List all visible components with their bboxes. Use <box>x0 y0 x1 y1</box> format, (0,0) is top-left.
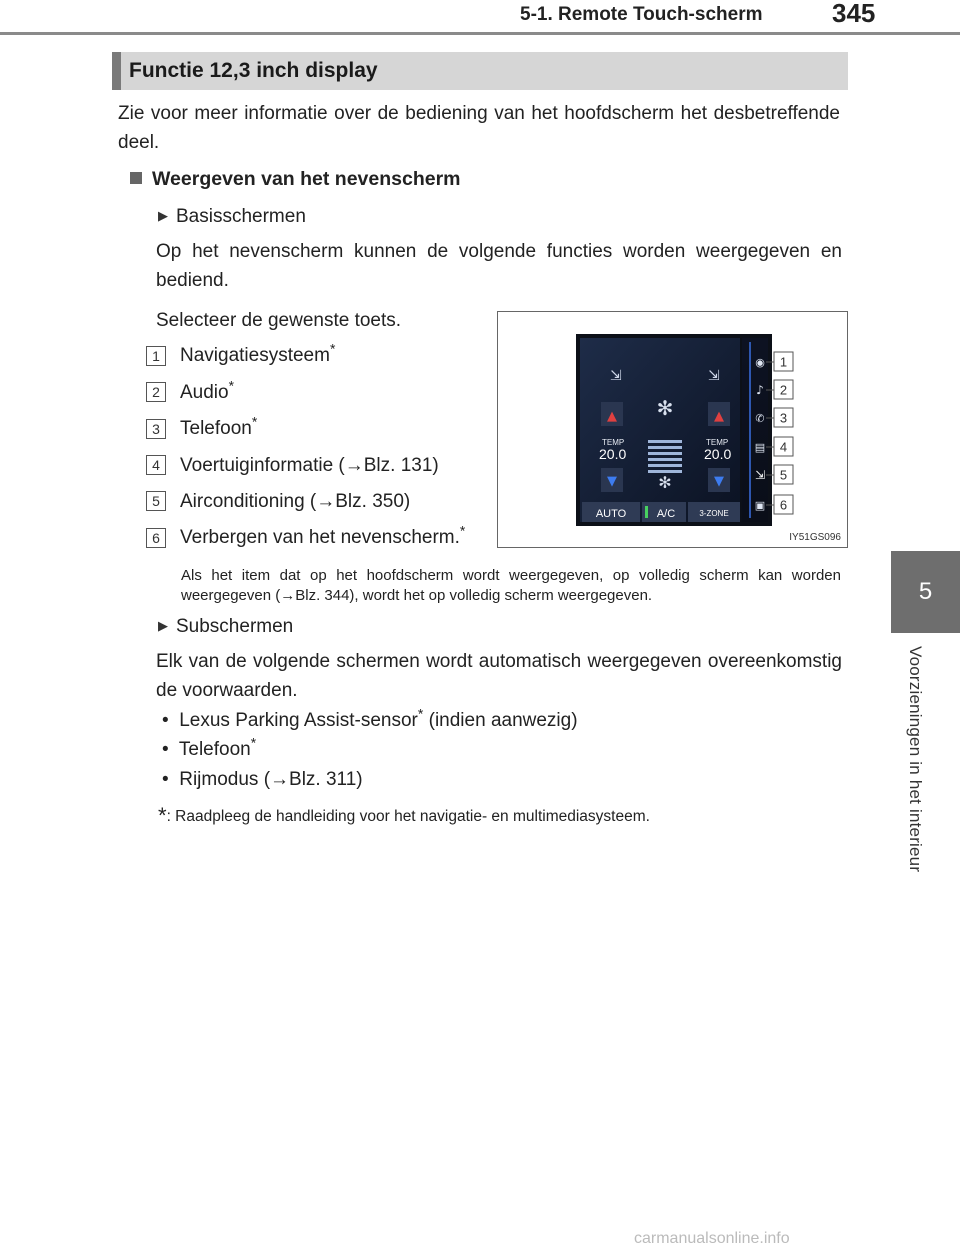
page-number: 345 <box>832 0 876 28</box>
zone-button-label: 3-ZONE <box>699 509 729 518</box>
basis-description: Op het nevenscherm kunnen de volgende functies worden weergegeven en bediend. <box>156 241 842 291</box>
temp-up-right-icon: ▲ <box>714 409 724 424</box>
sub-item-telephone: • Telefoon* <box>162 734 257 760</box>
section-title: Functie 12,3 inch display <box>129 59 378 82</box>
phone-icon: ✆ <box>755 412 765 425</box>
figure-code: IY51GS096 <box>789 532 841 543</box>
sub-description: Elk van de volgende schermen wordt automatisch weergegeven overeenkomstig de voorwaarden. <box>156 651 842 701</box>
vehicle-info-icon: ▤ <box>754 441 766 454</box>
audio-icon: ♪ <box>756 383 764 397</box>
fan-up-icon: ✻ <box>656 396 674 420</box>
watermark-url: carmanualsonline.info <box>634 1230 790 1247</box>
footnote: *: Raadpleeg de handleiding voor het navigatie- en multimediasysteem. <box>158 803 650 828</box>
figure-callout-2: 2 <box>779 382 788 398</box>
figure-callout-3: 3 <box>779 410 788 426</box>
list-item-vehicle-info: Voertuiginformatie (→Blz. 131) <box>180 455 439 476</box>
callout-number-3: 3 <box>146 419 166 439</box>
callout-number-4: 4 <box>146 455 166 475</box>
triangle-bullet-icon: ▶ <box>158 208 168 223</box>
temp-up-left-icon: ▲ <box>607 409 617 424</box>
figure-callout-5: 5 <box>779 467 788 483</box>
vent-right-icon: ⇲ <box>708 368 720 384</box>
callout-number-1: 1 <box>146 346 166 366</box>
list-item-hide-subscreen: Verbergen van het nevenscherm.* <box>180 522 466 548</box>
temp-label-left: TEMP <box>602 438 625 447</box>
subsection-heading-text: Weergeven van het nevenscherm <box>152 168 461 190</box>
basis-title: Basisschermen <box>176 206 306 227</box>
hide-screen-icon: ▣ <box>754 499 766 512</box>
temp-down-left-icon: ▼ <box>607 474 617 489</box>
running-header-section: 5-1. Remote Touch-scherm <box>520 4 763 25</box>
figure-subscreen <box>497 311 848 548</box>
list-item-airconditioning: Airconditioning (→Blz. 350) <box>180 491 411 512</box>
square-bullet-icon <box>130 172 142 184</box>
temp-value-right: 20.0 <box>704 446 732 462</box>
subscreen-illustration <box>498 312 847 547</box>
list-item-audio: Audio* <box>180 377 235 403</box>
triangle-bullet-icon: ▶ <box>158 618 168 633</box>
climate-icon: ⇲ <box>754 468 766 482</box>
sub-item-drive-mode: • Rijmodus (→Blz. 311) <box>162 769 363 790</box>
subsection-heading <box>130 165 461 194</box>
figure-callout-4: 4 <box>779 439 788 455</box>
callout-number-2: 2 <box>146 382 166 402</box>
list-item-telephone: Telefoon* <box>180 413 258 439</box>
navigation-icon: ◉ <box>755 356 765 369</box>
chapter-title: Voorzieningen in het interieur <box>906 646 925 873</box>
figure-callout-1: 1 <box>779 354 788 370</box>
sub-title: Subschermen <box>176 616 294 637</box>
basis-select-instruction: Selecteer de gewenste toets. <box>156 310 402 331</box>
vent-left-icon: ⇲ <box>610 368 622 384</box>
temp-value-left: 20.0 <box>599 446 627 462</box>
auto-button-label: AUTO <box>595 508 627 520</box>
intro-paragraph: Zie voor meer informatie over de bediening van het hoofdscherm het desbetreffende deel. <box>118 103 840 153</box>
callout-number-6: 6 <box>146 528 166 548</box>
basis-title-row <box>158 201 306 231</box>
header-rule <box>0 32 960 35</box>
chapter-number: 5 <box>918 578 933 605</box>
chapter-tab <box>891 551 960 633</box>
temp-label-right: TEMP <box>706 438 729 447</box>
basis-note: Als het item dat op het hoofdscherm wordt weergegeven, op volledig scherm kan worden weergegeven (→Blz. 344), wordt het op volledig scherm weergegeven. <box>181 567 841 604</box>
temp-down-right-icon: ▼ <box>714 474 724 489</box>
sub-title-row <box>158 611 293 641</box>
figure-callout-6: 6 <box>779 497 788 513</box>
list-item-navigation: Navigatiesysteem* <box>180 340 336 366</box>
callout-number-5: 5 <box>146 491 166 511</box>
ac-button-label: A/C <box>656 508 676 520</box>
fan-down-icon: ✻ <box>658 473 672 492</box>
sub-item-parking-assist: • Lexus Parking Assist-sensor* (indien aanwezig) <box>162 705 578 731</box>
section-title-box <box>112 52 848 90</box>
